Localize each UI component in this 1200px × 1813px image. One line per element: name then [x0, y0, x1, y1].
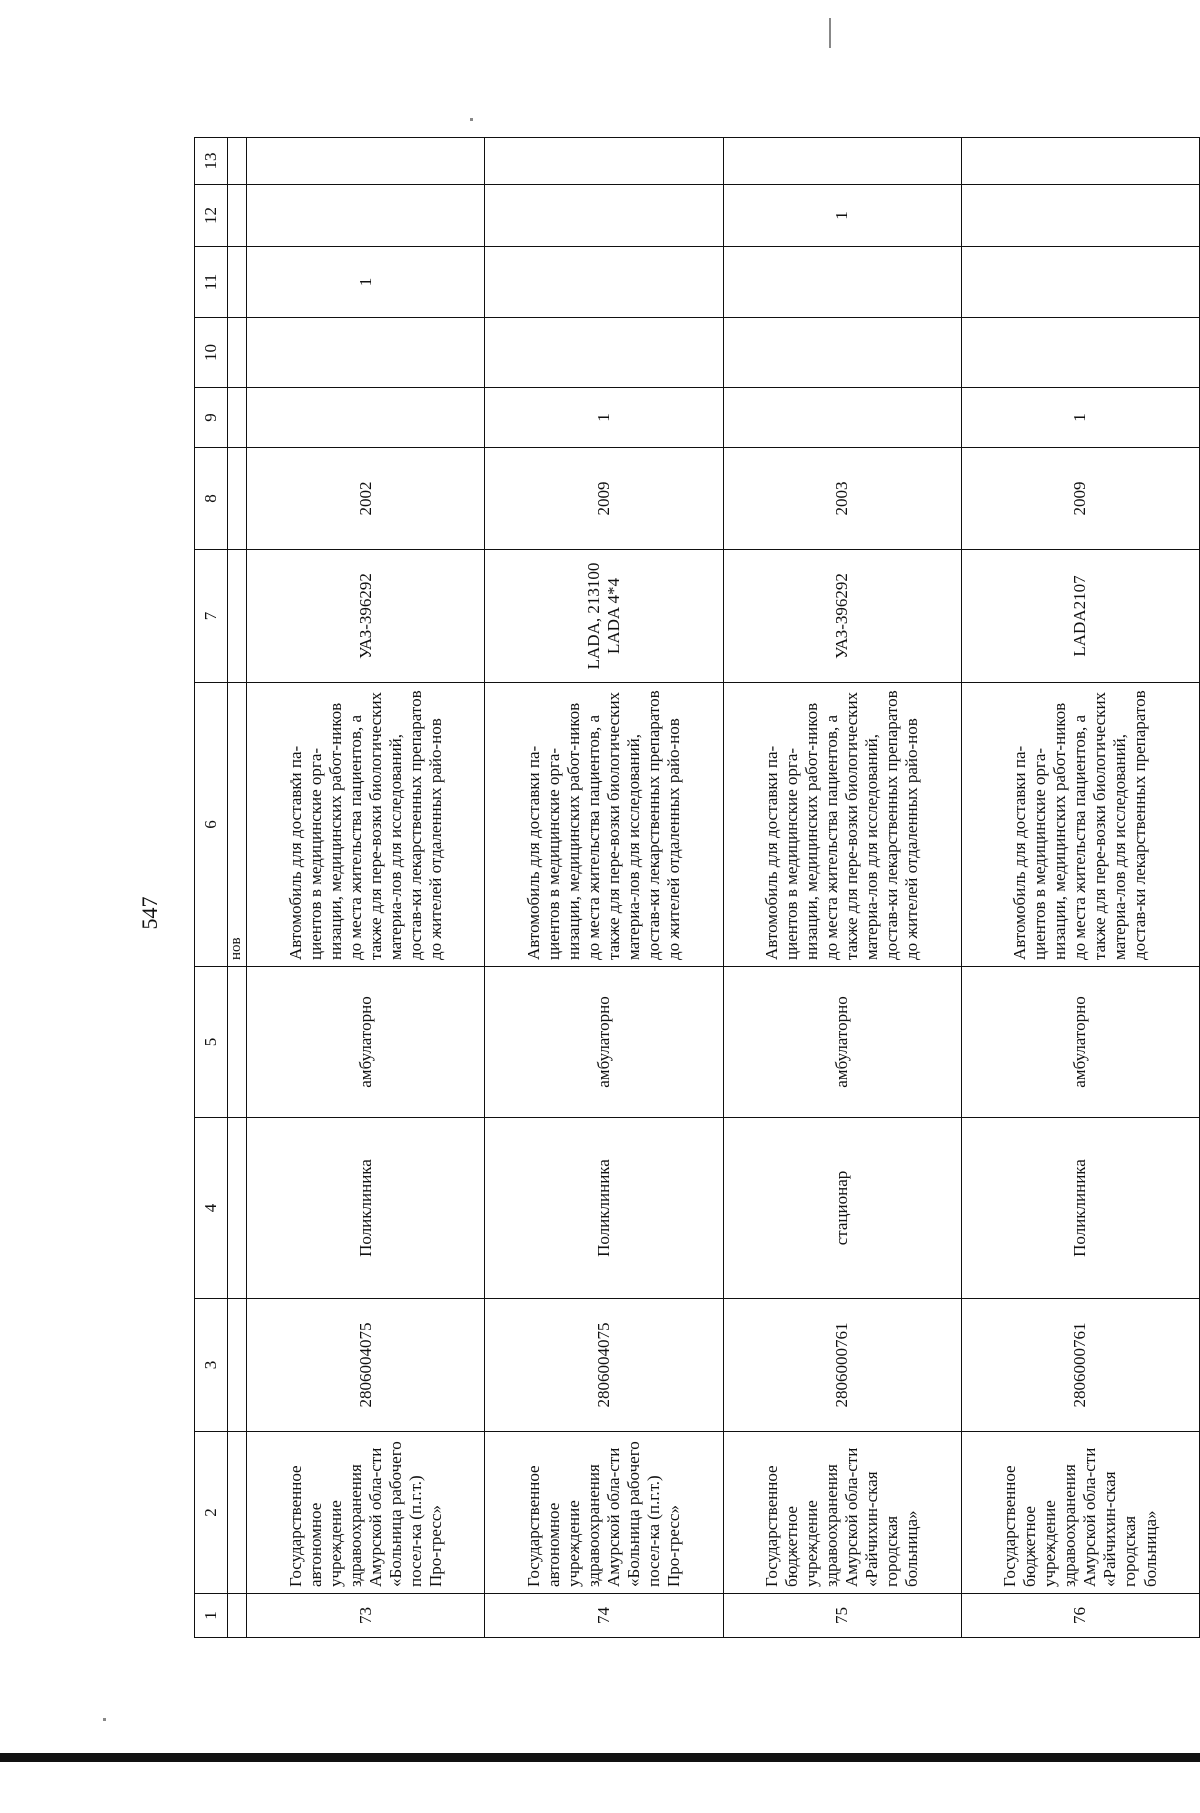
- vehicle-model: УАЗ-396292: [723, 550, 961, 683]
- column-10-value: [485, 318, 723, 388]
- column-number: 10: [195, 318, 228, 388]
- table-cell: [227, 388, 247, 448]
- table-row: [247, 138, 485, 1638]
- vehicle-table: [194, 137, 1200, 1638]
- unit-name: Поликлиника: [961, 1118, 1199, 1299]
- table-cell: [227, 550, 247, 683]
- table-cell: [227, 185, 247, 247]
- row-number: 74: [485, 1594, 723, 1638]
- table-cell: [227, 448, 247, 550]
- vehicle-model: УАЗ-396292: [247, 550, 485, 683]
- column-number: 4: [195, 1118, 228, 1299]
- column-11-value: 1: [247, 247, 485, 318]
- scan-mark: [470, 118, 473, 121]
- column-number-row: [195, 138, 228, 1638]
- rotated-table-container: [194, 138, 1200, 1638]
- vehicle-purpose: Автомобиль для доставки па-циентов в медицинские орга-низации, медицинских работ-ников до места жительства пациентов, а также для пере-возки биологических материа-лов для исследований, достав-ки лекарственных препаратов: [961, 683, 1199, 967]
- column-13-value: [961, 138, 1199, 185]
- table-row: [961, 138, 1199, 1638]
- column-number: 6: [195, 683, 228, 967]
- unit-name: Поликлиника: [247, 1118, 485, 1299]
- column-10-value: [961, 318, 1199, 388]
- vehicle-purpose: Автомобиль для доставки па-циентов в медицинские орга-низации, медицинских работ-ников до места жительства пациентов, а также для пере-возки биологических материа-лов для исследований, достав-ки лекарственных препаратов до жителей отдаленных райо-нов: [723, 683, 961, 967]
- care-mode: амбулаторно: [247, 967, 485, 1118]
- column-13-value: [485, 138, 723, 185]
- column-13-value: [723, 138, 961, 185]
- vehicle-year: 2003: [723, 448, 961, 550]
- column-12-value: [961, 185, 1199, 247]
- column-11-value: [485, 247, 723, 318]
- table-row: [723, 138, 961, 1638]
- vehicle-year: 2009: [961, 448, 1199, 550]
- table-cell: [227, 138, 247, 185]
- column-9-value: 1: [961, 388, 1199, 448]
- column-number: 7: [195, 550, 228, 683]
- column-number: 13: [195, 138, 228, 185]
- table-cell: [227, 318, 247, 388]
- table-cell: [227, 247, 247, 318]
- vehicle-model: LADA, 213100 LADA 4*4: [485, 550, 723, 683]
- column-12-value: [485, 185, 723, 247]
- unit-name: Поликлиника: [485, 1118, 723, 1299]
- column-13-value: [247, 138, 485, 185]
- bottom-rule: [0, 1753, 1200, 1762]
- column-12-value: [247, 185, 485, 247]
- column-number: 12: [195, 185, 228, 247]
- column-number: 9: [195, 388, 228, 448]
- column-9-value: [723, 388, 961, 448]
- continuation-row: [227, 138, 247, 1638]
- care-mode: амбулаторно: [485, 967, 723, 1118]
- column-11-value: [961, 247, 1199, 318]
- column-10-value: [247, 318, 485, 388]
- table-cell: [227, 967, 247, 1118]
- column-number: 2: [195, 1432, 228, 1594]
- scan-mark: [103, 1718, 106, 1721]
- vehicle-purpose: Автомобиль для доставки па-циентов в медицинские орга-низации, медицинских работ-ников до места жительства пациентов, а также для пере-возки биологических материа-лов для исследований, достав-ки лекарственных препаратов до жителей отдаленных райо-нов: [485, 683, 723, 967]
- care-mode: амбулаторно: [723, 967, 961, 1118]
- table-cell: [227, 1594, 247, 1638]
- care-mode: амбулаторно: [961, 967, 1199, 1118]
- organization-code: 2806000761: [723, 1299, 961, 1432]
- organization-name: Государственное автономное учреждение здравоохранения Амурской обла-сти «Больница рабочего посел-ка (п.г.т.) Про-гресс»: [247, 1432, 485, 1594]
- vehicle-purpose: Автомобиль для доставки па-циентов в медицинские орга-низации, медицинских работ-ников до места жительства пациентов, а также для пере-возки биологических материа-лов для исследований, достав-ки лекарственных препаратов до жителей отдаленных райо-нов: [247, 683, 485, 967]
- column-number: 3: [195, 1299, 228, 1432]
- row-number: 73: [247, 1594, 485, 1638]
- column-number: 5: [195, 967, 228, 1118]
- vehicle-year: 2002: [247, 448, 485, 550]
- vehicle-year: 2009: [485, 448, 723, 550]
- table-row: [485, 138, 723, 1638]
- vehicle-model: LADA2107: [961, 550, 1199, 683]
- column-number: 11: [195, 247, 228, 318]
- unit-name: стационар: [723, 1118, 961, 1299]
- scan-mark: [829, 18, 831, 48]
- organization-name: Государственное автономное учреждение здравоохранения Амурской обла-сти «Больница рабочего посел-ка (п.г.т.) Про-гресс»: [485, 1432, 723, 1594]
- organization-name: Государственное бюджетное учреждение здравоохранения Амурской обла-сти «Райчихин-ская городская больница»: [961, 1432, 1199, 1594]
- table-cell: [227, 1118, 247, 1299]
- row-number: 75: [723, 1594, 961, 1638]
- column-number: 8: [195, 448, 228, 550]
- column-9-value: 1: [485, 388, 723, 448]
- table-cell: [227, 1432, 247, 1594]
- column-11-value: [723, 247, 961, 318]
- organization-code: 2806004075: [485, 1299, 723, 1432]
- organization-name: Государственное бюджетное учреждение здравоохранения Амурской обла-сти «Райчихин-ская городская больница»: [723, 1432, 961, 1594]
- column-9-value: [247, 388, 485, 448]
- organization-code: 2806004075: [247, 1299, 485, 1432]
- continuation-cell: нов: [227, 683, 247, 967]
- page-number: 547: [137, 896, 162, 930]
- row-number: 76: [961, 1594, 1199, 1638]
- column-number: 1: [195, 1594, 228, 1638]
- column-10-value: [723, 318, 961, 388]
- column-12-value: 1: [723, 185, 961, 247]
- table-cell: [227, 1299, 247, 1432]
- organization-code: 2806000761: [961, 1299, 1199, 1432]
